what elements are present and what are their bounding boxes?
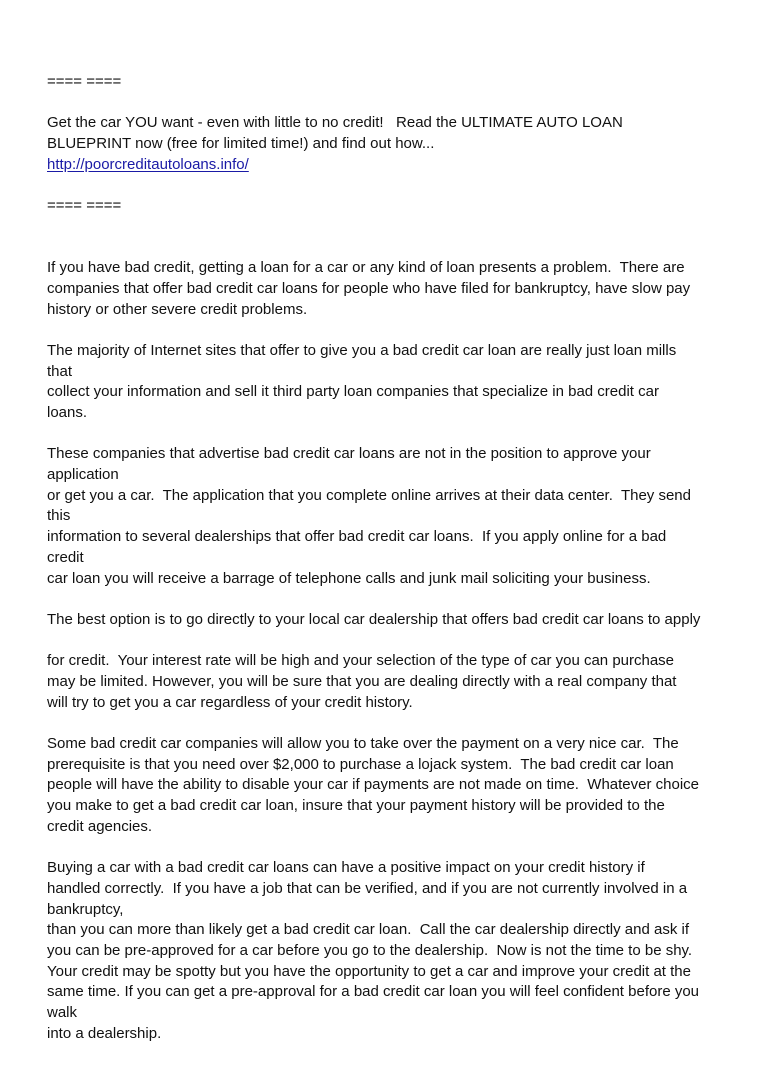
paragraph-line: These companies that advertise bad credit car loans are not in the position to approve your [47, 445, 651, 463]
spacer [47, 217, 737, 258]
paragraph-line: companies that offer bad credit car loans for people who have filed for bankruptcy, have slow pay [47, 279, 691, 297]
paragraph-line: history or other severe credit problems. [47, 300, 308, 318]
spacer [47, 93, 737, 114]
paragraph-line: that [47, 362, 73, 380]
paragraph-line: people will have the ability to disable your car if payments are not made on time. Whatever choice [47, 776, 700, 794]
paragraph-line: for credit. Your interest rate will be high and your selection of the type of car you can purchase [47, 652, 675, 670]
paragraph-line: Buying a car with a bad credit car loans can have a positive impact on your credit history if [47, 859, 645, 877]
paragraph-line: prerequisite is that you need over $2,000 to purchase a lojack system. The bad credit car loan [47, 755, 674, 773]
paragraph-line: into a dealership. [47, 1024, 162, 1042]
paragraph [47, 341, 737, 424]
paragraph-line: this [47, 507, 71, 525]
spacer [47, 424, 737, 445]
paragraph-line: Your credit may be spotty but you have the opportunity to get a car and improve your credit at the [47, 962, 691, 980]
footer-separator: ==== ==== [47, 197, 122, 215]
paragraph-line: information to several dealerships that offer bad credit car loans. If you apply online for a bad [47, 528, 667, 546]
paragraph-line: same time. If you can get a pre-approval for a bad credit car loan you will feel confident before you [47, 983, 700, 1001]
paragraph-line [47, 631, 737, 652]
spacer [47, 837, 737, 858]
paragraph-line: application [47, 466, 119, 484]
paragraph-line: may be limited. However, you will be sure that you are dealing directly with a real company that [47, 672, 677, 690]
paragraph-line: than you can more than likely get a bad credit car loan. Call the car dealership directly and ask if [47, 921, 690, 939]
paragraph-line: you make to get a bad credit car loan, insure that your payment history will be provided to the [47, 797, 665, 815]
paragraph-line: loans. [47, 404, 88, 422]
paragraph-line: walk [47, 1003, 78, 1021]
promo-link[interactable]: http://poorcreditautoloans.info/ [47, 155, 249, 173]
paragraph-line: car loan you will receive a barrage of telephone calls and junk mail soliciting your business. [47, 569, 651, 587]
paragraph [47, 258, 737, 320]
paragraph-line: collect your information and sell it third party loan companies that specialize in bad credit car [47, 383, 659, 401]
paragraph-line: bankruptcy, [47, 900, 124, 918]
paragraph-line: Some bad credit car companies will allow you to take over the payment on a very nice car. The [47, 735, 679, 753]
paragraph-line: will try to get you a car regardless of your credit history. [47, 693, 413, 711]
paragraph [47, 610, 737, 713]
paragraph-line: or get you a car. The application that you complete online arrives at their data center. They send [47, 486, 691, 504]
header-separator: ==== ==== [47, 73, 122, 90]
paragraph-line: credit [47, 548, 84, 566]
paragraph-line: If you have bad credit, getting a loan for a car or any kind of loan presents a problem. There are [47, 259, 685, 277]
paragraph-line: The majority of Internet sites that offer to give you a bad credit car loan are really just loan mills [47, 341, 677, 359]
promo-block [47, 113, 737, 175]
promo-line: BLUEPRINT now (free for limited time!) and find out how... [47, 135, 435, 153]
paragraph-line: you can be pre-approved for a car before you go to the dealership. Now is not the time to be shy. [47, 941, 693, 959]
spacer [47, 713, 737, 734]
paragraph-line: The best option is to go directly to your local car dealership that offers bad credit car loans to apply [47, 610, 701, 628]
paragraph [47, 444, 737, 589]
spacer [47, 320, 737, 341]
paragraph-line: handled correctly. If you have a job that can be verified, and if you are not currently involved in a [47, 879, 688, 897]
paragraph-line: credit agencies. [47, 817, 153, 835]
paragraph [47, 734, 737, 837]
spacer [47, 589, 737, 610]
paragraph [47, 858, 737, 1044]
document-body [47, 72, 737, 1044]
promo-line: Get the car YOU want - even with little to no credit! Read the ULTIMATE AUTO LOAN [47, 114, 623, 132]
spacer [47, 175, 737, 196]
